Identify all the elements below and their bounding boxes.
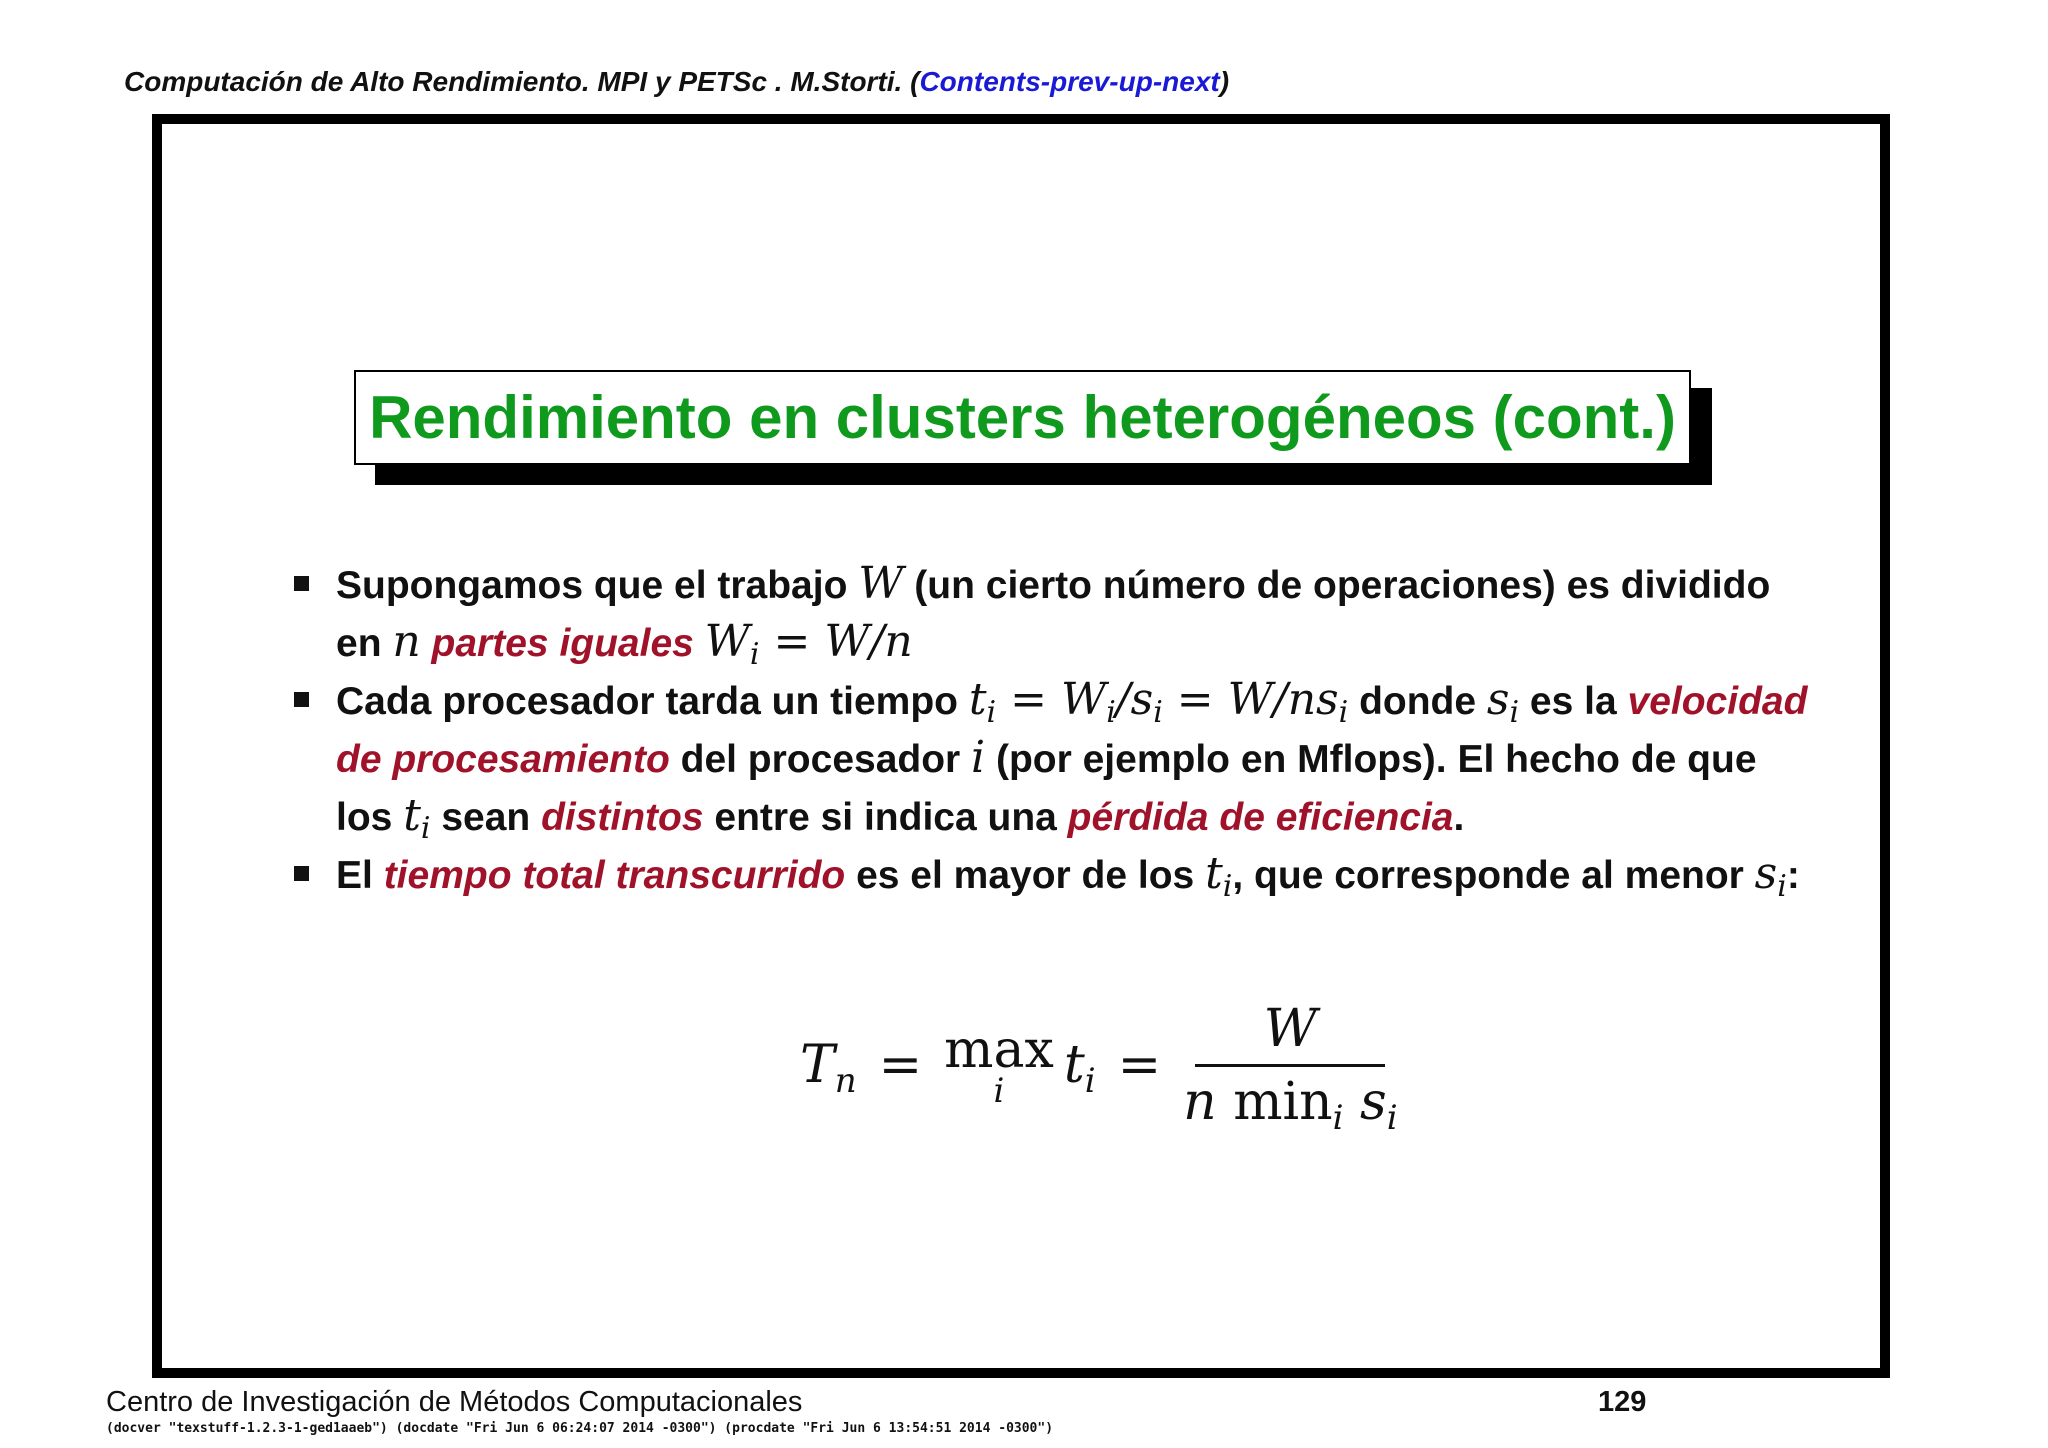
math xyxy=(1754,848,1787,904)
contents-link[interactable]: Contents xyxy=(919,66,1041,97)
math-sub: i xyxy=(749,637,760,672)
emphasis: distintos xyxy=(541,796,704,839)
math: n xyxy=(392,616,421,667)
text: (un cierto número de operaciones) es dividido en xyxy=(336,564,1771,665)
math xyxy=(968,674,1349,730)
bullet-square-icon xyxy=(294,692,309,707)
bullet-square-icon xyxy=(294,576,309,591)
math-part: t xyxy=(1205,848,1223,899)
text: sean xyxy=(430,796,542,839)
header-sep: - xyxy=(1109,66,1119,97)
math-part: t xyxy=(968,674,987,725)
bullet-item xyxy=(290,672,1810,846)
title-box xyxy=(354,370,1691,465)
math: i xyxy=(971,732,986,783)
bullet-item xyxy=(290,556,1810,672)
eq-lhs xyxy=(800,1035,857,1101)
math-part: t xyxy=(403,790,421,841)
text: : xyxy=(1786,854,1800,897)
eq-sub: i xyxy=(1084,1061,1096,1101)
math-sub: i xyxy=(1509,695,1520,730)
math-sub: i xyxy=(1153,695,1163,730)
text: es el mayor de los xyxy=(845,854,1206,897)
math xyxy=(403,790,431,846)
math xyxy=(1205,848,1233,904)
footer-meta: (docver "texstuff-1.2.3-1-ged1aaeb") (docdate "Fri Jun 6 06:24:07 2014 -0300") (procdate "Fri Jun 6 13:54:51 2014 -0300") xyxy=(106,1421,1054,1436)
math-part: = W/ns xyxy=(1162,674,1339,725)
text: donde xyxy=(1348,680,1487,723)
text: Supongamos que el trabajo xyxy=(336,564,859,607)
footer-institution: Centro de Investigación de Métodos Computacionales xyxy=(106,1386,803,1418)
emphasis: tiempo total transcurrido xyxy=(383,854,846,897)
eq-denominator xyxy=(1183,1071,1398,1138)
math-part: = W xyxy=(996,674,1107,725)
fraction-bar xyxy=(1195,1064,1385,1067)
math-sub: i xyxy=(986,695,997,730)
emphasis: partes iguales xyxy=(431,622,694,665)
eq-max-label: max xyxy=(944,1020,1054,1080)
display-equation xyxy=(800,995,1398,1138)
header-sep: - xyxy=(1152,66,1163,97)
math-sub: i xyxy=(1106,695,1116,730)
eq-part: T xyxy=(800,1035,835,1095)
eq-part: min xyxy=(1216,1071,1333,1132)
eq-max xyxy=(944,1020,1054,1111)
eq-sub: i xyxy=(1386,1097,1398,1138)
math-sub: i xyxy=(1777,869,1787,904)
math xyxy=(704,616,913,672)
eq-sub: i xyxy=(1332,1097,1344,1138)
slide-title: Rendimiento en clusters heterogéneos (cont.) xyxy=(369,384,1676,451)
slide-content xyxy=(290,556,1810,904)
page-number: 129 xyxy=(1598,1386,1647,1418)
math-part: /s xyxy=(1115,674,1154,725)
header-sep: - xyxy=(1040,66,1051,97)
eq-numerator: W xyxy=(1263,998,1318,1059)
text xyxy=(421,622,432,665)
eq-t xyxy=(1063,1035,1096,1101)
text: , que corresponde al menor xyxy=(1232,854,1755,897)
text: entre si indica una xyxy=(703,796,1068,839)
eq-max-sub: i xyxy=(993,1071,1005,1111)
math xyxy=(1486,674,1520,730)
math-part: s xyxy=(1754,848,1778,899)
next-link[interactable]: next xyxy=(1162,66,1220,97)
text: es la xyxy=(1519,680,1628,723)
text: (por ejemplo en Mflops). El hecho de que los xyxy=(336,738,1757,839)
text: Cada procesador tarda un tiempo xyxy=(336,680,969,723)
emphasis: pérdida de eficiencia xyxy=(1067,796,1454,839)
math-sub: i xyxy=(1222,869,1233,904)
math-sub: i xyxy=(1338,695,1349,730)
math-part: = W/n xyxy=(759,616,913,667)
math: W xyxy=(858,558,904,609)
eq-part: n xyxy=(1183,1071,1217,1132)
text: El xyxy=(336,854,384,897)
emphasis: velocidad de procesamiento xyxy=(336,680,1808,781)
text xyxy=(694,622,705,665)
up-link[interactable]: up xyxy=(1118,66,1153,97)
running-header xyxy=(124,66,1229,98)
text: . xyxy=(1453,796,1465,839)
eq-sign: = xyxy=(878,1035,923,1095)
prev-link[interactable]: prev xyxy=(1050,66,1110,97)
bullet-square-icon xyxy=(294,866,309,881)
eq-sub: n xyxy=(834,1061,857,1101)
eq-fraction xyxy=(1183,998,1398,1138)
header-close: ) xyxy=(1219,66,1230,97)
text: del procesador xyxy=(669,738,972,781)
bullet-item xyxy=(290,846,1810,904)
eq-sign: = xyxy=(1117,1035,1162,1095)
header-title: Computación de Alto Rendimiento. MPI y PETSc . M.Storti. ( xyxy=(124,66,920,97)
math-part: W xyxy=(704,616,750,667)
math-part: s xyxy=(1486,674,1510,725)
math-sub: i xyxy=(420,811,431,846)
eq-part: s xyxy=(1343,1071,1387,1132)
eq-part: t xyxy=(1063,1035,1085,1095)
